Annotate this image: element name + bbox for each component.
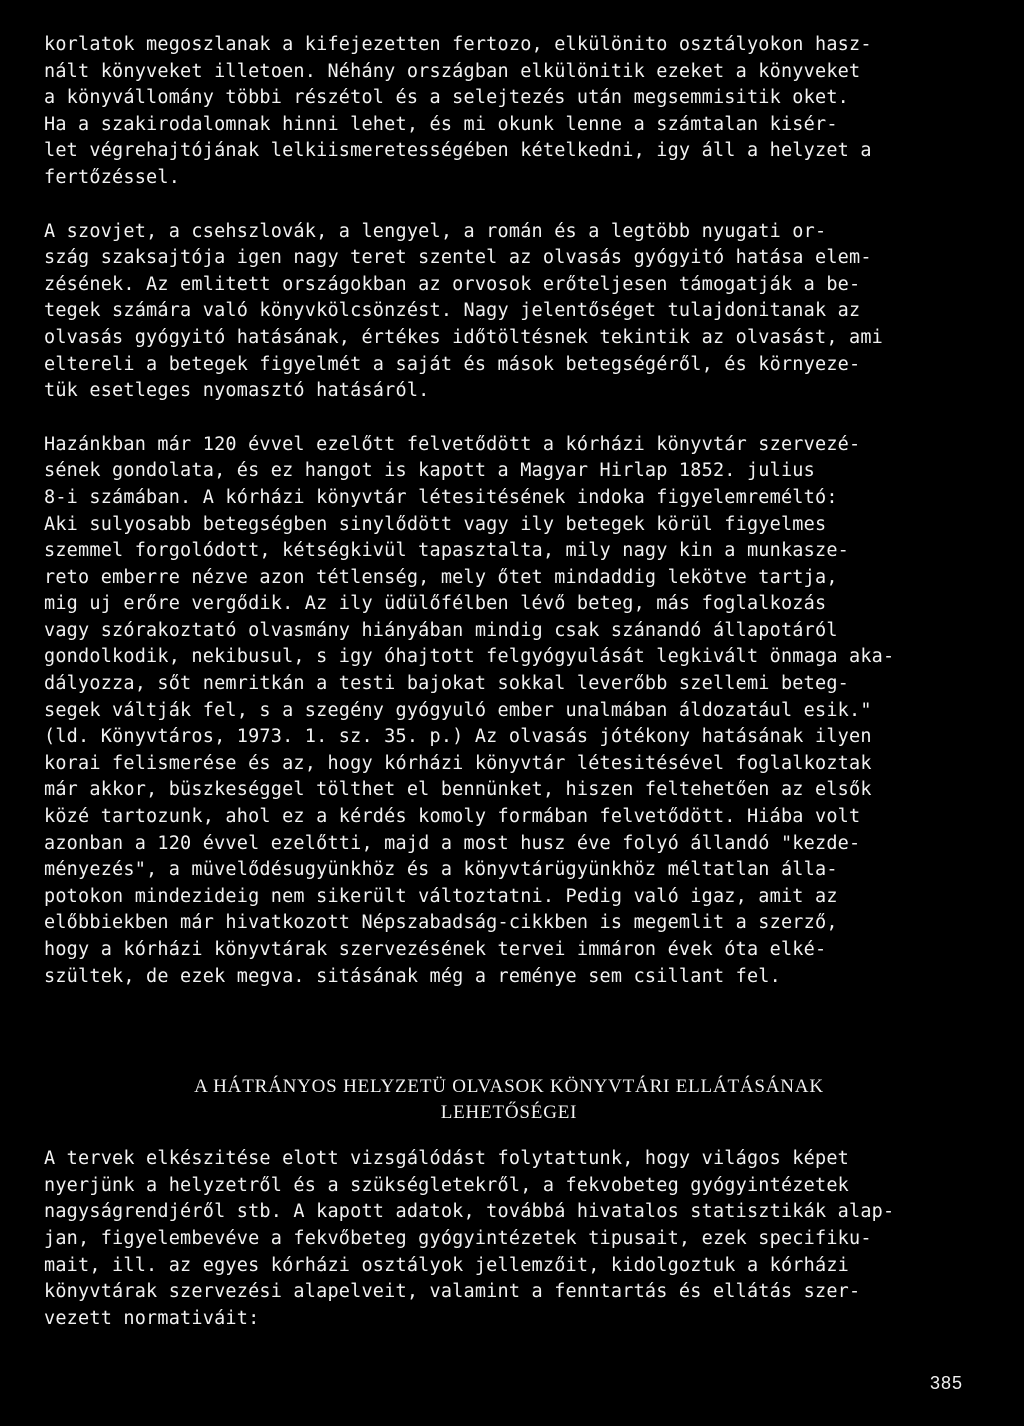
text-line: fertőzéssel.	[44, 166, 181, 188]
text-line: Aki sulyosabb betegségben sinylődött vagy ily betegek körül figyelmes	[44, 513, 827, 535]
page-content	[44, 32, 974, 1332]
text-line: reto emberre nézve azon tétlenség, mely őtet mindaddig lekötve tartja,	[44, 566, 838, 588]
text-line: ményezés", a müvelődésugyünkhöz és a könyvtárügyünkhöz méltatlan álla-	[44, 859, 838, 881]
text-line: nagyságrendjéről stb. A kapott adatok, továbbá hivatalos statisztikák alap-	[44, 1201, 895, 1223]
text-line: vezett normativáit:	[44, 1307, 260, 1329]
text-line: könyvtárak szervezési alapelveit, valamint a fenntartás és ellátás szer-	[44, 1281, 861, 1303]
paragraph-3	[44, 432, 974, 990]
text-line: tük esetleges nyomasztó hatásáról.	[44, 380, 430, 402]
text-line: szültek, de ezek megva. sitásának még a reménye sem csillant fel.	[44, 965, 781, 987]
text-line: sének gondolata, és ez hangot is kapott a Magyar Hirlap 1852. julius	[44, 460, 815, 482]
text-line: jan, figyelembevéve a fekvőbeteg gyógyintézetek tipusait, ezek specifiku-	[44, 1227, 872, 1249]
text-line: mig uj erőre vergődik. Az ily üdülőfélben lévő beteg, más foglalkozás	[44, 593, 827, 615]
paragraph-1	[44, 32, 974, 192]
page-number: 385	[930, 1373, 964, 1393]
text-line: A szovjet, a csehszlovák, a lengyel, a román és a legtöbb nyugati or-	[44, 220, 827, 242]
heading-line-1: A HÁTRÁNYOS HELYZETÜ OLVASOK KÖNYVTÁRI ELLÁTÁSÁNAK	[194, 1076, 824, 1098]
text-line: már akkor, büszkeséggel tölthet el bennünket, hiszen feltehetően az elsők	[44, 779, 872, 801]
text-line: zésének. Az emlitett országokban az orvosok erőteljesen támogatják a be-	[44, 273, 861, 295]
text-line: A tervek elkészitése elott vizsgálódást folytattunk, hogy világos képet	[44, 1148, 849, 1170]
heading-line-2: LEHETŐSÉGEI	[440, 1102, 578, 1124]
text-line: azonban a 120 évvel ezelőtti, majd a most husz éve folyó állandó "kezde-	[44, 832, 861, 854]
text-line: nált könyveket illetoen. Néhány országban elkülönitik ezeket a könyveket	[44, 60, 861, 82]
text-line: korai felismerése és az, hogy kórházi könyvtár létesitésével foglalkoztak	[44, 752, 872, 774]
text-line: 8-i számában. A kórházi könyvtár létesitésének indoka figyelemreméltó:	[44, 486, 838, 508]
section-heading	[44, 1074, 974, 1126]
text-line: Hazánkban már 120 évvel ezelőtt felvetődött a kórházi könyvtár szervezé-	[44, 433, 861, 455]
text-line: a könyvállomány többi részétol és a selejtezés után megsemmisitik oket.	[44, 87, 849, 109]
text-line: előbbiekben már hivatkozott Népszabadság-cikkben is megemlit a szerző,	[44, 912, 838, 934]
text-line: dályozza, sőt nemritkán a testi bajokat sokkal leverőbb szellemi beteg-	[44, 673, 849, 695]
text-line: szág szaksajtója igen nagy teret szentel az olvasás gyógyitó hatása elem-	[44, 247, 872, 269]
text-line: Ha a szakirodalomnak hinni lehet, és mi okunk lenne a számtalan kisér-	[44, 113, 838, 135]
text-line: (ld. Könyvtáros, 1973. 1. sz. 35. p.) Az olvasás jótékony hatásának ilyen	[44, 726, 872, 748]
text-line: közé tartozunk, ahol ez a kérdés komoly formában felvetődött. Hiába volt	[44, 806, 861, 828]
text-line: let végrehajtójának lelkiismeretességében kételkedni, igy áll a helyzet a	[44, 140, 872, 162]
paragraph-4	[44, 1146, 974, 1332]
paragraph-2	[44, 219, 974, 405]
text-line: segek váltják fel, s a szegény gyógyuló ember unalmában áldozatául esik."	[44, 699, 872, 721]
text-line: eltereli a betegek figyelmét a saját és mások betegségéről, és környeze-	[44, 353, 861, 375]
text-line: gondolkodik, nekibusul, s igy óhajtott felgyógyulását legkivált önmaga aka-	[44, 646, 895, 668]
text-line: mait, ill. az egyes kórházi osztályok jellemzőit, kidolgoztuk a kórházi	[44, 1254, 849, 1276]
text-line: szemmel forgolódott, kétségkivül tapasztalta, mily nagy kin a munkasze-	[44, 540, 849, 562]
text-line: vagy szórakoztató olvasmány hiányában mindig csak szánandó állapotáról	[44, 619, 838, 641]
text-line: potokon mindezideig nem sikerült változtatni. Pedig való igaz, amit az	[44, 885, 838, 907]
text-line: olvasás gyógyitó hatásának, értékes időtöltésnek tekintik az olvasást, ami	[44, 326, 884, 348]
text-line: hogy a kórházi könyvtárak szervezésének tervei immáron évek óta elké-	[44, 939, 827, 960]
text-line: tegek számára való könyvkölcsönzést. Nagy jelentőséget tulajdonitanak az	[44, 300, 861, 322]
text-line: korlatok megoszlanak a kifejezetten fertozo, elkülönito osztályokon hasz-	[44, 34, 872, 55]
text-line: nyerjünk a helyzetről és a szükségletekről, a fekvobeteg gyógyintézetek	[44, 1174, 849, 1196]
